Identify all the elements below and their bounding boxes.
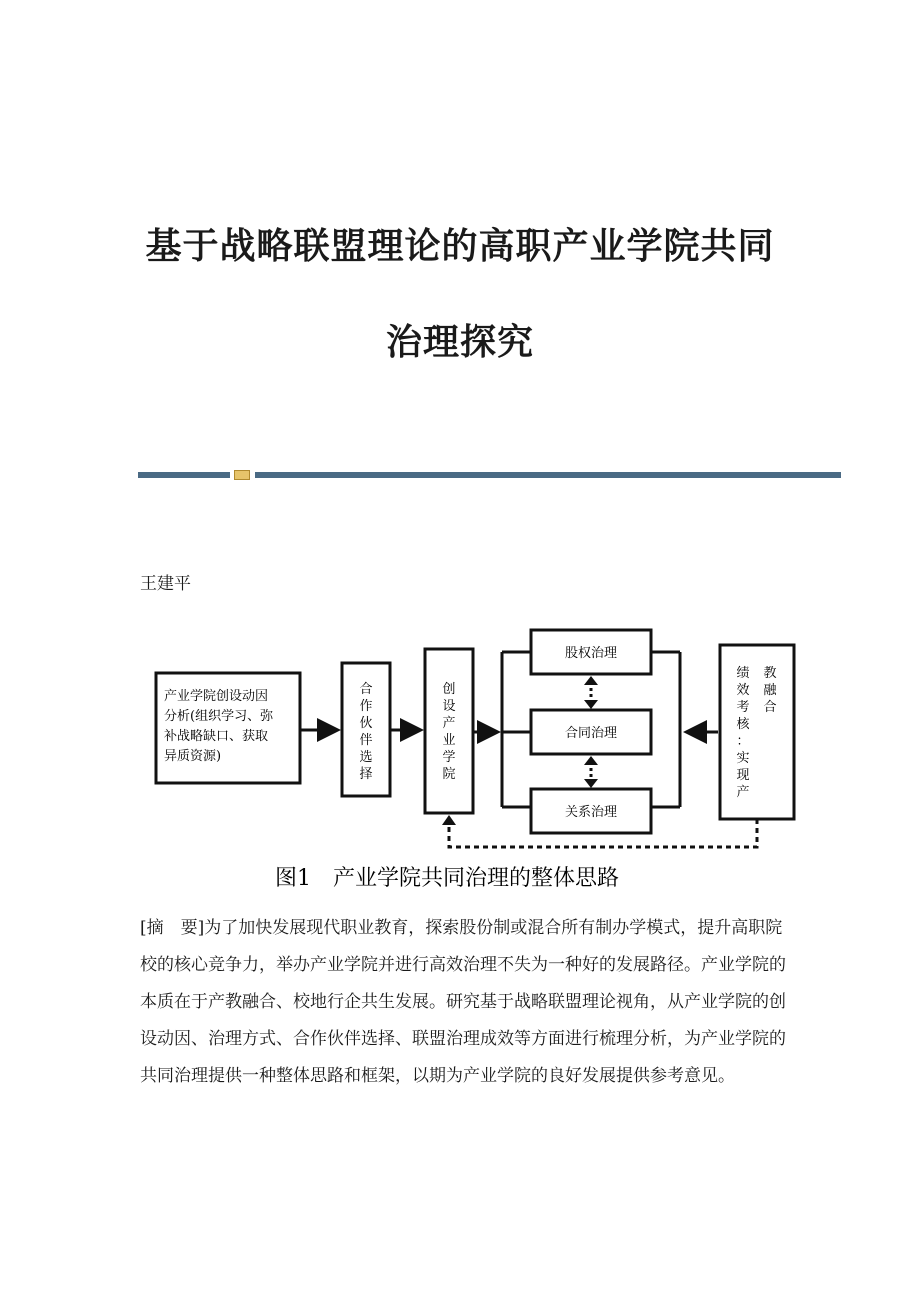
partner-char: 合 <box>359 682 373 697</box>
divider-bar-left <box>138 472 230 478</box>
create-char: 设 <box>442 699 456 714</box>
performance-col2-char: 融 <box>763 683 777 698</box>
relation-label: 关系治理 <box>564 805 618 820</box>
performance-col2-char: 教 <box>763 666 777 681</box>
create-char: 创 <box>442 682 456 697</box>
abstract <box>140 910 790 1095</box>
partner-char: 伙 <box>359 716 373 731</box>
paper-title-line1: 基于战略联盟理论的高职产业学院共同 <box>145 225 775 267</box>
author-name: 王建平 <box>140 574 191 594</box>
create-char: 业 <box>442 733 456 748</box>
create-char: 产 <box>442 716 456 731</box>
performance-col1-char: 实 <box>736 751 750 766</box>
performance-col1-char: 产 <box>736 785 750 800</box>
performance-col1-char: 现 <box>736 768 750 783</box>
figure-caption: 图1 产业学院共同治理的整体思路 <box>275 866 619 891</box>
title-divider <box>138 470 841 480</box>
abstract-label: [摘 要] <box>140 918 205 938</box>
performance-col2 <box>763 665 777 715</box>
motivation-line-1: 分析(组织学习、弥 <box>164 709 274 724</box>
paper-title-line2: 治理探究 <box>385 321 534 363</box>
partner-char: 伴 <box>359 733 373 748</box>
contract-label: 合同治理 <box>564 726 618 741</box>
box-create <box>425 649 473 813</box>
box-performance <box>720 645 794 819</box>
motivation-line-2: 补战略缺口、获取 <box>164 729 269 744</box>
partner-char: 选 <box>359 750 373 765</box>
partner-char: 择 <box>359 767 373 782</box>
performance-col1-char: 绩 <box>736 666 750 681</box>
divider-ornament-icon <box>234 470 250 480</box>
performance-col1-char: 考 <box>736 700 750 715</box>
performance-col1-char: 核 <box>736 717 750 732</box>
create-char: 院 <box>442 767 456 782</box>
partner-char: 作 <box>359 699 373 714</box>
motivation-line-3: 异质资源) <box>164 749 222 764</box>
divider-bar-right <box>255 472 841 478</box>
performance-col1-char: 效 <box>736 683 750 698</box>
performance-col1-char: ： <box>736 734 750 749</box>
equity-label: 股权治理 <box>564 646 618 661</box>
create-char: 学 <box>442 750 456 765</box>
motivation-line-0: 产业学院创设动因 <box>164 689 269 704</box>
abstract-text: 为了加快发展现代职业教育，探索股份制或混合所有制办学模式，提升高职院校的核心竞争力，举办产业学院并进行高效治理不失为一种好的发展路径。产业学院的本质在于产教融合、校地行企共生发展。研究基于战略联盟理论视角，从产业学院的创设动因、治理方式、合作伙伴选择、联盟治理成效等方面进行梳理分析，为产业学院的共同治理提供一种整体思路和框架，以期为产业学院的良好发展提供参考意见。 <box>140 918 786 1086</box>
performance-col2-char: 合 <box>763 700 777 715</box>
figure-1 <box>140 615 820 895</box>
